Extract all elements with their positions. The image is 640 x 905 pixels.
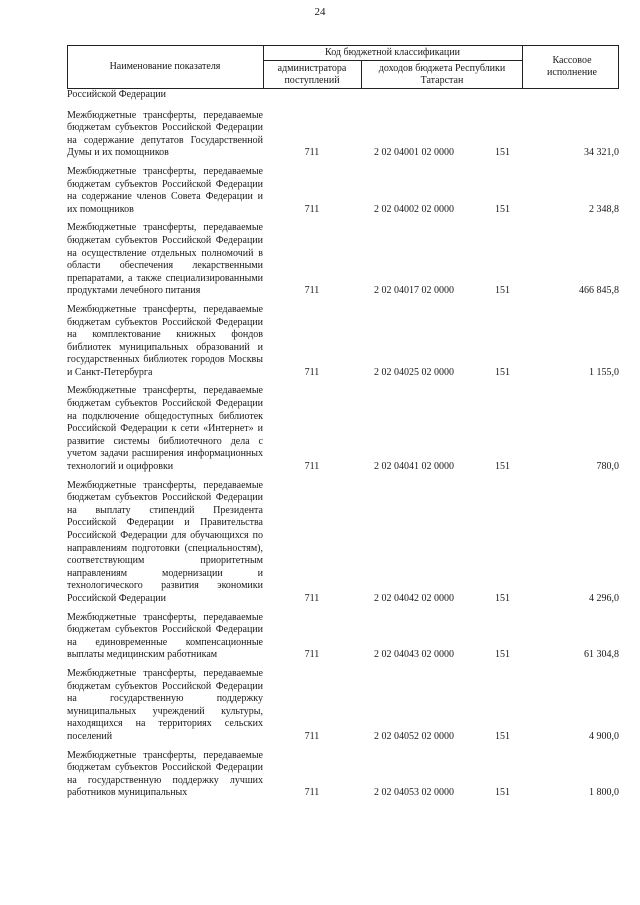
header-col-divider [522, 45, 523, 89]
table-row [67, 480, 619, 606]
table-row [67, 222, 619, 298]
row-admin-code: 711 [304, 461, 320, 473]
header-group-rule [263, 60, 522, 61]
row-container [67, 110, 619, 800]
row-income-code: 2 02 04042 02 0000 [374, 592, 454, 604]
row-kind-code: 151 [495, 285, 510, 297]
row-amount: 1 155,0 [589, 366, 619, 378]
row-amount: 780,0 [596, 461, 619, 473]
row-admin-code: 711 [304, 203, 320, 215]
row-kind-code: 151 [495, 787, 510, 799]
header-income-col: доходов бюджета Республики Татарстан [378, 63, 506, 86]
row-income-code: 2 02 04052 02 0000 [374, 730, 454, 742]
table-row [67, 110, 619, 160]
header-top-rule [67, 45, 619, 46]
row-income-code: 2 02 04041 02 0000 [374, 461, 454, 473]
header-col-divider [361, 61, 362, 89]
row-name: Межбюджетные трансферты, передаваемые бюджетам субъектов Российской Федерации на содержание членов Совета Федерации и их помощников [67, 165, 263, 215]
header-name-col: Наименование показателя [109, 61, 221, 72]
row-name: Межбюджетные трансферты, передаваемые бюджетам субъектов Российской Федерации на государственную поддержку муниципальных учреждений культуры, находящихся на территориях сельских поселений [67, 667, 263, 742]
row-amount: 4 900,0 [589, 730, 619, 742]
row-income-code: 2 02 04017 02 0000 [374, 285, 454, 297]
row-name: Межбюджетные трансферты, передаваемые бюджетам субъектов Российской Федерации на государственную поддержку лучших работников муниципальных [67, 749, 263, 799]
header-right-rule [618, 45, 619, 89]
continued-text: Российской Федерации [67, 89, 167, 100]
table-row [67, 304, 619, 380]
row-kind-code: 151 [495, 649, 510, 661]
row-admin-code: 711 [304, 730, 320, 742]
row-name: Межбюджетные трансферты, передаваемые бюджетам субъектов Российской Федерации на комплектование книжных фондов библиотек муниципальных образований и государственных библиотек городов Москвы и Санкт-Петербурга [67, 303, 263, 378]
row-name: Межбюджетные трансферты, передаваемые бюджетам субъектов Российской Федерации на содержание депутатов Государственной Думы и их помощников [67, 109, 263, 159]
table-header [67, 45, 619, 89]
row-admin-code: 711 [304, 366, 320, 378]
row-income-code: 2 02 04053 02 0000 [374, 787, 454, 799]
row-amount: 466 845,8 [579, 285, 619, 297]
row-income-code: 2 02 04043 02 0000 [374, 649, 454, 661]
row-amount: 1 800,0 [589, 787, 619, 799]
row-name: Межбюджетные трансферты, передаваемые бюджетам субъектов Российской Федерации на единовременные компенсационные выплаты медицинским работникам [67, 611, 263, 661]
row-income-code: 2 02 04025 02 0000 [374, 366, 454, 378]
table-row [67, 750, 619, 800]
row-admin-code: 711 [304, 787, 320, 799]
row-amount: 34 321,0 [584, 147, 619, 159]
row-admin-code: 711 [304, 147, 320, 159]
row-admin-code: 711 [304, 592, 320, 604]
table-row [67, 385, 619, 473]
row-amount: 2 348,8 [589, 203, 619, 215]
table-row [67, 668, 619, 744]
row-kind-code: 151 [495, 366, 510, 378]
row-amount: 61 304,8 [584, 649, 619, 661]
row-kind-code: 151 [495, 730, 510, 742]
row-name: Межбюджетные трансферты, передаваемые бюджетам субъектов Российской Федерации на подключение общедоступных библиотек Российской Федерации к сети «Интернет» и развитие системы библиотечного дела с учетом задачи расширения информационных технологий и оцифровки [67, 385, 263, 473]
header-exec-col: Кассовое исполнение [547, 55, 597, 78]
row-kind-code: 151 [495, 147, 510, 159]
table-row [67, 612, 619, 662]
row-amount: 4 296,0 [589, 592, 619, 604]
row-name: Межбюджетные трансферты, передаваемые бюджетам субъектов Российской Федерации на осуществление отдельных полномочий в области обеспечения лекарственными препаратами, а также специализированными продуктами лечебного питания [67, 222, 263, 297]
row-admin-code: 711 [304, 649, 320, 661]
header-admin-col: администратора поступлений [277, 63, 347, 86]
row-admin-code: 711 [304, 285, 320, 297]
row-kind-code: 151 [495, 592, 510, 604]
table-body [67, 89, 619, 806]
row-kind-code: 151 [495, 461, 510, 473]
page-number: 24 [314, 6, 326, 18]
row-income-code: 2 02 04002 02 0000 [374, 203, 454, 215]
row-kind-code: 151 [495, 203, 510, 215]
row-name: Межбюджетные трансферты, передаваемые бюджетам субъектов Российской Федерации на выплату стипендий Президента Российской Федерации и Правительства Российской Федерации для обучающихся по направлениям подготовки (специальностям), соответствующим приоритетным направлениям модернизации и технологического развития экономики Российской Федерации [67, 479, 263, 604]
header-code-group: Код бюджетной классификации [325, 47, 460, 58]
row-income-code: 2 02 04001 02 0000 [374, 147, 454, 159]
table-row [67, 166, 619, 216]
